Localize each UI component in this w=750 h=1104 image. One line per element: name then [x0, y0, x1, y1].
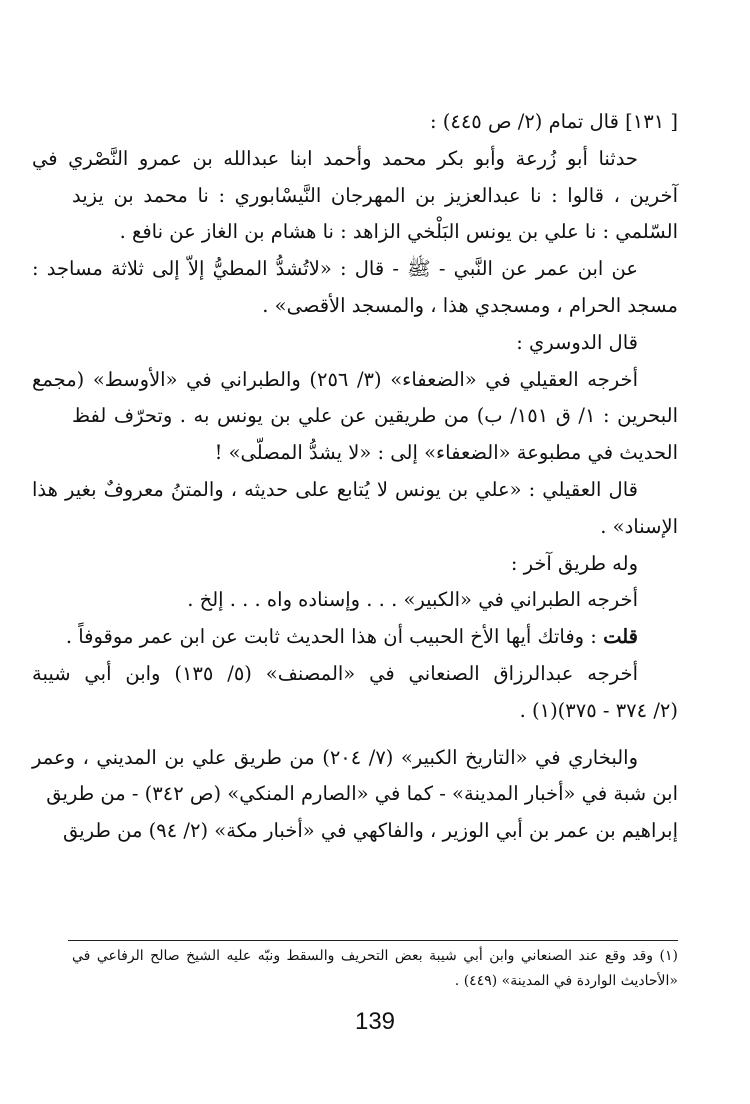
- paragraph-gap: [72, 730, 678, 740]
- text-line: (٢/ ٣٧٤ - ٣٧٥)(١) .: [519, 698, 678, 722]
- footnote: [72, 944, 678, 994]
- text-line: الإسناد» .: [600, 514, 678, 538]
- main-text: [32, 104, 678, 850]
- text-line: مسجد الحرام ، ومسجدي هذا ، والمسجد الأقصى» .: [262, 293, 678, 317]
- entry-heading: [ ١٣١] قال تمام (٢/ ص ٤٤٥) :: [429, 110, 678, 133]
- qult-line: [32, 619, 678, 656]
- footnote-line: «الأحاديث الواردة في المدينة» (٤٤٩) .: [454, 973, 678, 989]
- qult-label: قلت: [603, 625, 638, 649]
- text-line: الحديث في مطبوعة «الضعفاء» إلى : «لا يشدُّ المصلّى» !: [214, 441, 678, 465]
- text-line: حدثنا أبو زُرعة وأبو بكر محمد وأحمد ابنا عبدالله بن عمرو النَّصْري في: [32, 146, 638, 170]
- text-line: آخرين ، قالوا : نا عبدالعزيز بن المهرجان النَّيسْابوري : نا محمد بن يزيد: [72, 183, 678, 207]
- text-line: قال الدوسري :: [516, 330, 638, 354]
- footnote-line: (١) وقد وقع عند الصنعاني وابن أبي شيبة بعض التحريف والسقط ونبّه عليه الشيخ صالح الرفاعي في: [72, 948, 678, 964]
- text-line: البحرين : ١/ ق ١٥١/ ب) من طريقين عن علي بن يونس به . وتحرّف لفظ: [72, 404, 678, 428]
- footnote-divider: [68, 940, 678, 941]
- text-line: أخرجه عبدالرزاق الصنعاني في «المصنف» (٥/ ١٣٥) وابن أبي شيبة: [32, 661, 638, 685]
- text-line: ابن شبة في «أخبار المدينة» - كما في «الصارم المنكي» (ص ٣٤٢) - من طريق: [46, 782, 678, 806]
- text-line: قال العقيلي : «علي بن يونس لا يُتابع على حديثه ، والمتنُ معروفٌ بغير هذا: [32, 477, 638, 501]
- text-line: أخرجه الطبراني في «الكبير» . . . وإسناده واه . . . إلخ .: [187, 588, 638, 612]
- page-number: 139: [354, 1008, 396, 1035]
- text-line: أخرجه العقيلي في «الضعفاء» (٣/ ٢٥٦) والطبراني في «الأوسط» (مجمع: [32, 367, 638, 391]
- text-line: السّلمي : نا علي بن يونس البَلْخي الزاهد : نا هشام بن الغاز عن نافع .: [119, 220, 678, 244]
- text-line: إبراهيم بن عمر بن أبي الوزير ، والفاكهي في «أخبار مكة» (٢/ ٩٤) من طريق: [62, 819, 678, 843]
- text-line: عن ابن عمر عن النَّبي - ﷺ - قال : «لاتُشدُّ المطيُّ إلاّ إلى ثلاثة مساجد :: [32, 257, 638, 281]
- text-fragment: : وفاتك أيها الأخ الحبيب أن هذا الحديث ثابت عن ابن عمر موقوفاً .: [65, 625, 604, 649]
- text-line: وله طريق آخر :: [510, 551, 638, 575]
- text-line: والبخاري في «التاريخ الكبير» (٧/ ٢٠٤) من طريق علي بن المديني ، وعمر: [32, 745, 638, 769]
